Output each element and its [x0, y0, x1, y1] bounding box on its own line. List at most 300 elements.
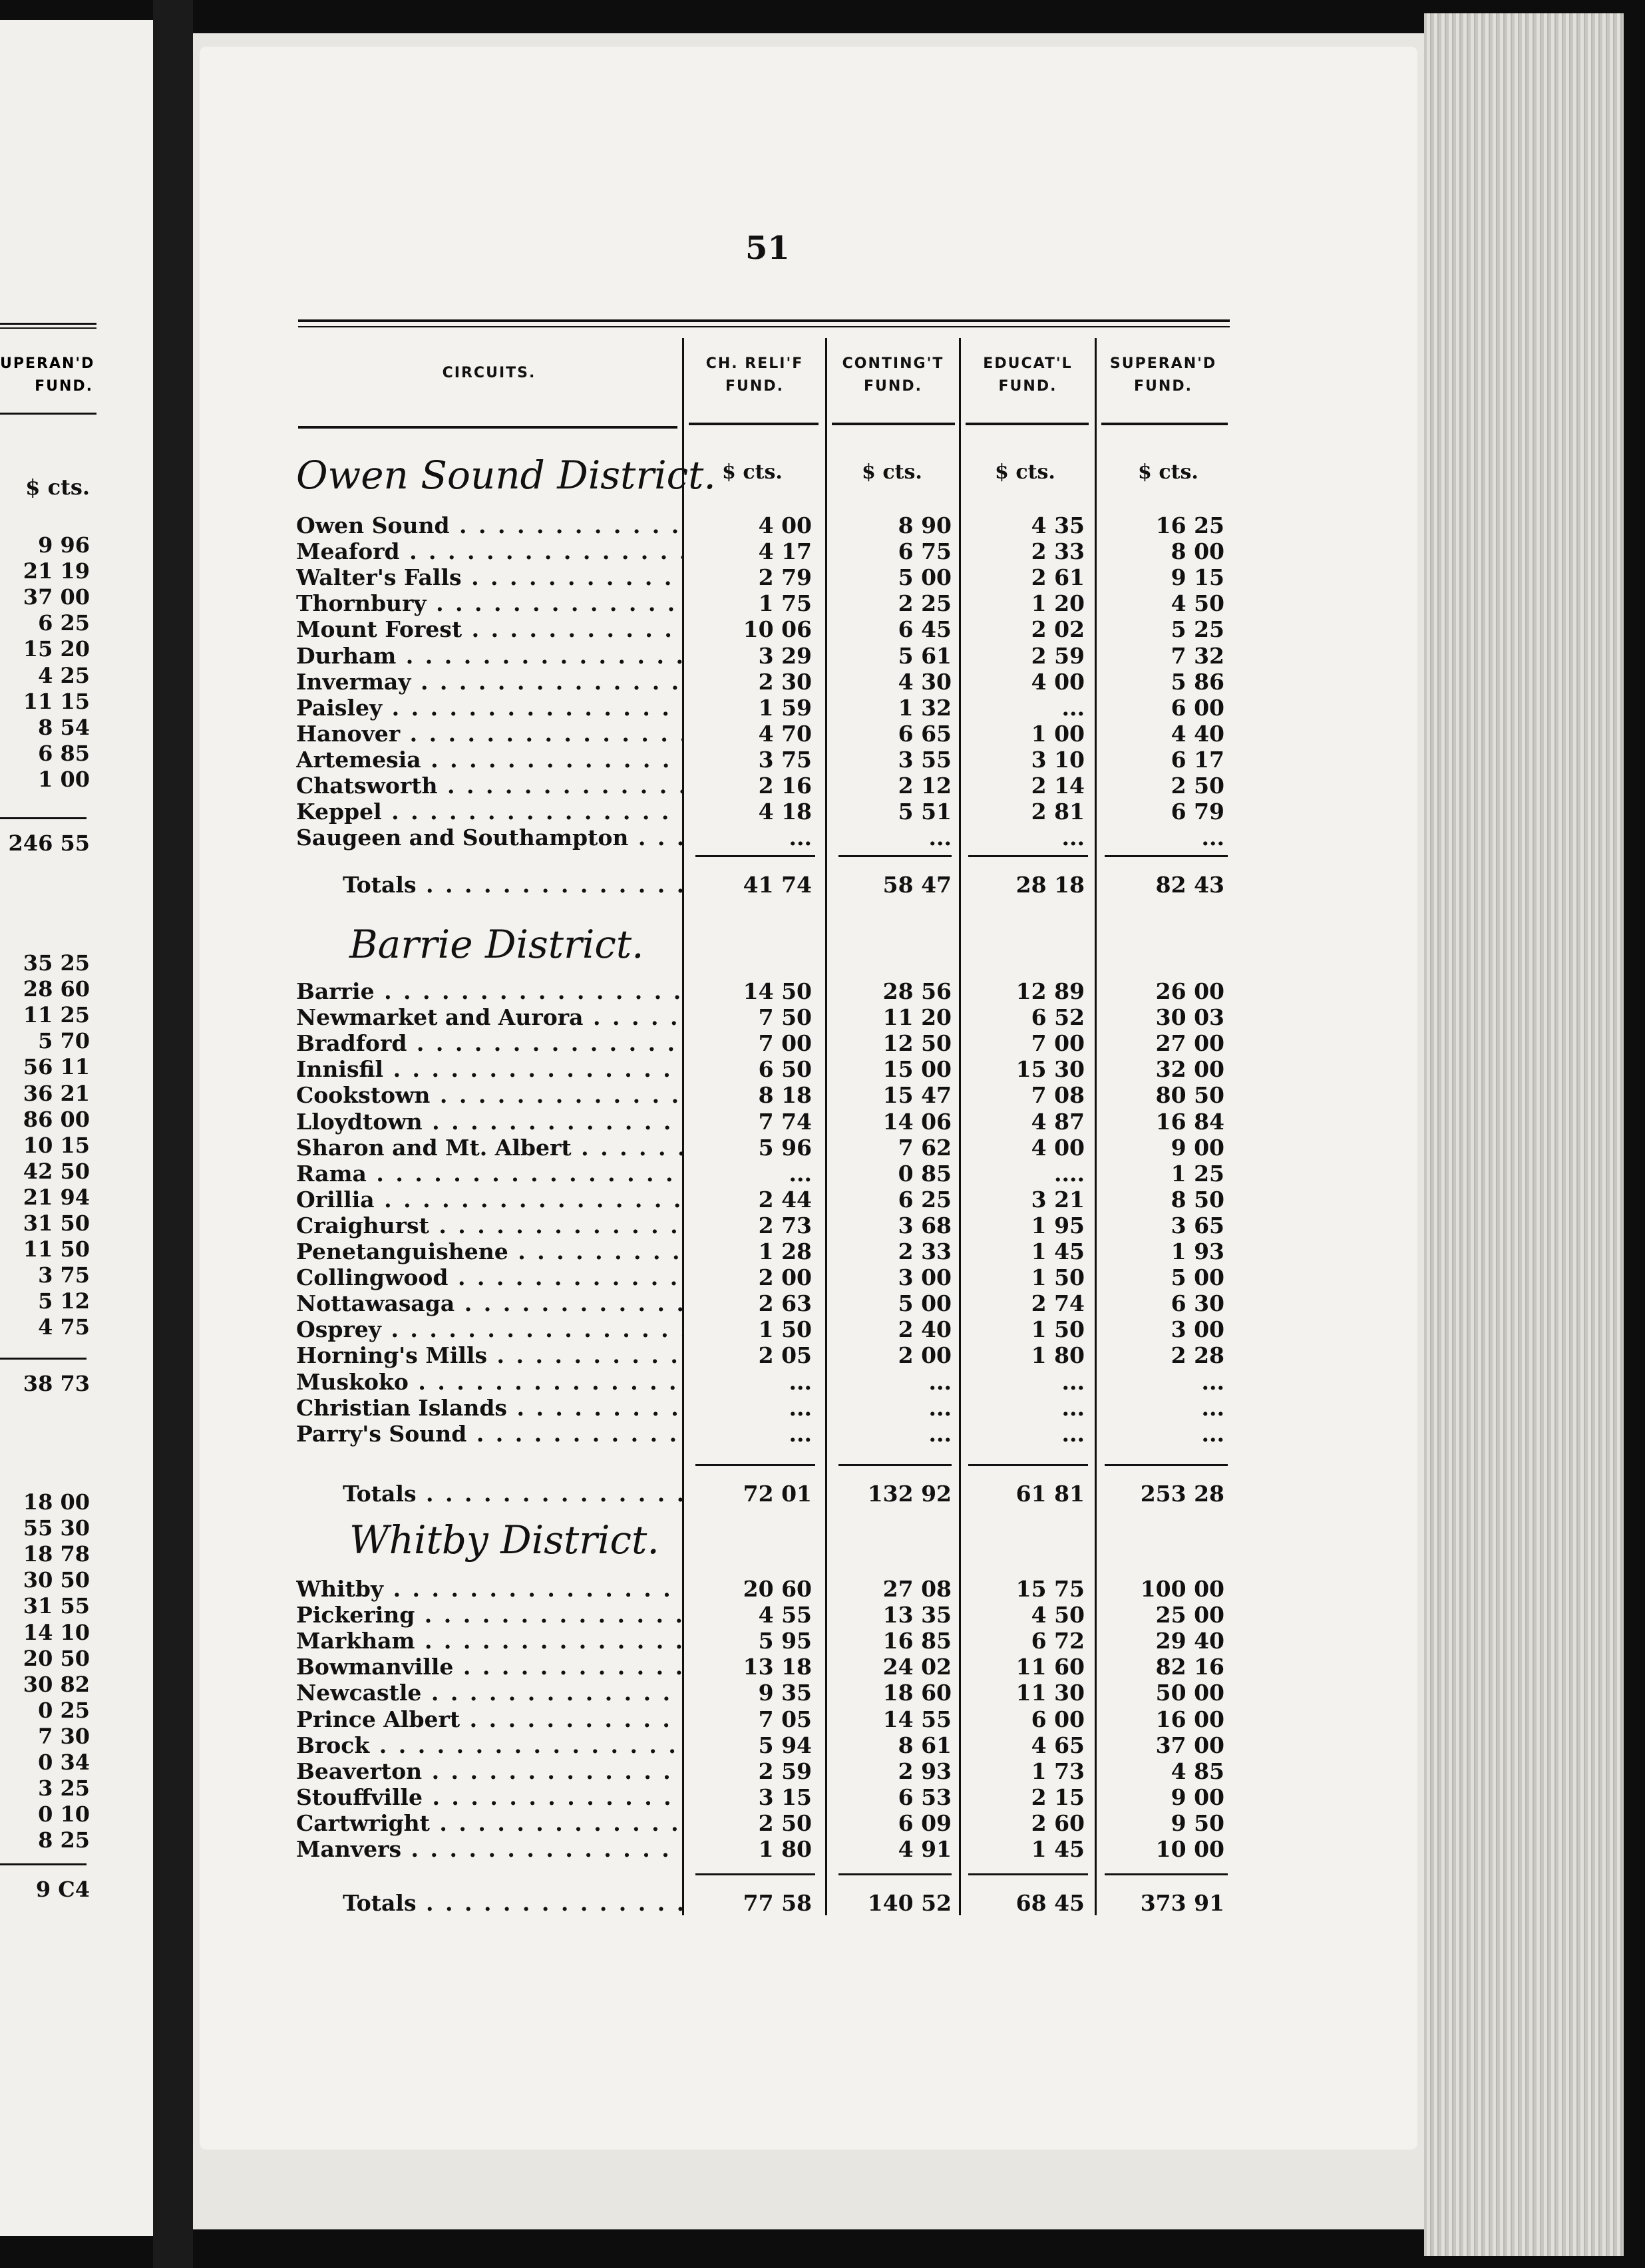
circuit-name: Bowmanville . . . — [296, 1654, 682, 1680]
fund-value-4: 3 00 — [1171, 1316, 1224, 1343]
circuit-name: Newcastle . . . — [296, 1680, 682, 1706]
fund-value-2: 0 85 — [898, 1160, 952, 1187]
fund-value-4: 2 28 — [1171, 1342, 1224, 1369]
fund-value-2: 5 00 — [898, 564, 952, 591]
fund-value-2: 5 61 — [898, 642, 952, 669]
fund-value-1: 1 50 — [758, 1316, 812, 1343]
left-page-value: 3 75 — [38, 1262, 90, 1288]
fund-value-3: 4 50 — [1031, 1602, 1085, 1628]
fund-value-3: 12 89 — [1015, 978, 1085, 1004]
fund-value-4: 4 85 — [1171, 1758, 1224, 1784]
left-page-value: 31 55 — [23, 1593, 90, 1619]
left-block-3-total: 9 C4 — [35, 1877, 90, 1902]
table-row — [296, 1004, 1231, 1030]
fund-value-4: 1 93 — [1171, 1238, 1224, 1264]
left-page-value: 11 50 — [23, 1236, 90, 1262]
fund-value-1: 3 29 — [758, 642, 812, 669]
fund-value-3: 11 60 — [1015, 1654, 1085, 1680]
fund-value-2: 8 61 — [898, 1732, 952, 1758]
fund-value-1: 4 18 — [758, 799, 812, 825]
fund-value-4: ... — [1201, 1368, 1224, 1395]
circuit-name: Cookstown . . . — [296, 1082, 682, 1108]
fund-value-1: 6 50 — [758, 1056, 812, 1083]
circuit-name: Hanover . . . — [296, 721, 682, 747]
fund-value-3: 4 35 — [1031, 512, 1085, 538]
table-row — [296, 1056, 1231, 1082]
table-row — [296, 1758, 1231, 1784]
fund-value-4: 6 79 — [1171, 799, 1224, 825]
left-page-value: 5 70 — [38, 1028, 90, 1054]
header-ch-relief-line2: FUND. — [725, 378, 784, 395]
circuit-name: Osprey . . . — [296, 1316, 682, 1342]
fund-value-2: 6 25 — [898, 1186, 952, 1213]
circuit-name: Saugeen and Southampton . . . — [296, 825, 682, 850]
fund-value-1: 1 59 — [758, 694, 812, 721]
circuit-name: Thornbury . . . — [296, 590, 682, 616]
fund-value-3: ... — [1061, 694, 1085, 721]
left-page-value: 9 96 — [38, 532, 90, 558]
fund-value-2: 6 75 — [898, 538, 952, 565]
left-page-value: 3 25 — [38, 1776, 90, 1801]
totals-rule-barrie-col2 — [838, 1464, 952, 1466]
fund-value-3: 11 30 — [1015, 1680, 1085, 1706]
table-row — [296, 1109, 1231, 1135]
fund-value-3: ... — [1061, 1394, 1085, 1421]
left-top-rule-2 — [0, 327, 96, 329]
fund-value-3: 4 65 — [1031, 1732, 1085, 1758]
fund-value-3: 6 00 — [1031, 1706, 1085, 1732]
fund-value-1: 20 60 — [743, 1576, 812, 1602]
fund-value-2: ... — [928, 1420, 952, 1447]
left-page-value: 6 25 — [38, 610, 90, 636]
circuit-name: Penetanguishene . . . — [296, 1238, 682, 1264]
fund-value-4: 5 86 — [1171, 668, 1224, 695]
circuit-name: Innisfil . . . — [296, 1056, 682, 1082]
fund-value-4: 29 40 — [1155, 1628, 1224, 1654]
left-page-value: 56 11 — [23, 1054, 90, 1080]
totals-row — [296, 1890, 1231, 1916]
fund-value-4: 16 25 — [1155, 512, 1224, 538]
total-value-1: 72 01 — [743, 1481, 812, 1507]
total-value-3: 61 81 — [1015, 1481, 1085, 1507]
left-total-rule-3 — [0, 1863, 87, 1865]
fund-value-1: ... — [789, 1394, 812, 1421]
totals-rule-whitby-col4 — [1105, 1873, 1228, 1875]
header-contingent-line2: FUND. — [864, 378, 922, 395]
circuit-name: Artemesia . . . — [296, 747, 682, 773]
table-row — [296, 1395, 1231, 1421]
fund-value-2: 6 45 — [898, 616, 952, 643]
fund-value-1: 7 50 — [758, 1004, 812, 1031]
fund-value-3: 2 02 — [1031, 616, 1085, 643]
fund-value-1: ... — [789, 1368, 812, 1395]
left-block-2-total: 38 73 — [23, 1371, 90, 1396]
table-row — [296, 695, 1231, 721]
circuit-name: Brock . . . — [296, 1732, 682, 1758]
fund-value-4: 9 00 — [1171, 1134, 1224, 1161]
left-page-value: 8 25 — [38, 1827, 90, 1853]
fund-value-1: 9 35 — [758, 1680, 812, 1706]
circuit-name: Bradford . . . — [296, 1030, 682, 1056]
fund-value-1: 2 59 — [758, 1758, 812, 1784]
left-page-value: 15 20 — [23, 636, 90, 662]
left-page-value: 30 82 — [23, 1671, 90, 1697]
totals-label: Totals . . . — [343, 1890, 682, 1916]
header-rule-circuits — [298, 426, 677, 429]
fund-value-4: 6 00 — [1171, 694, 1224, 721]
fund-value-3: .... — [1054, 1160, 1085, 1187]
fund-value-2: 2 25 — [898, 590, 952, 617]
circuit-name: Collingwood . . . — [296, 1264, 682, 1290]
fund-value-2: 2 00 — [898, 1342, 952, 1369]
fund-value-1: 2 73 — [758, 1212, 812, 1238]
left-page-value: 14 10 — [23, 1619, 90, 1645]
totals-rule-owen-col1 — [695, 855, 815, 857]
fund-value-3: ... — [1061, 825, 1085, 851]
fund-value-4: 8 50 — [1171, 1186, 1224, 1213]
table-row — [296, 590, 1231, 616]
circuit-name: Durham . . . — [296, 643, 682, 669]
header-educational-line1: EDUCAT'L — [983, 355, 1073, 372]
fund-value-1: 8 18 — [758, 1082, 812, 1109]
table-row — [296, 799, 1231, 825]
header-superannuated-line2: FUND. — [1134, 378, 1192, 395]
circuit-name: Newmarket and Aurora . . . — [296, 1004, 682, 1030]
fund-value-3: 3 10 — [1031, 746, 1085, 773]
fund-value-4: 8 00 — [1171, 538, 1224, 565]
circuit-name: Owen Sound . . . — [296, 512, 682, 538]
fund-value-2: 1 32 — [898, 694, 952, 721]
fund-value-1: 7 05 — [758, 1706, 812, 1732]
fund-value-1: 3 15 — [758, 1784, 812, 1810]
circuit-name: Paisley . . . — [296, 695, 682, 721]
fund-value-1: 7 74 — [758, 1108, 812, 1135]
circuit-name: Meaford . . . — [296, 538, 682, 564]
fund-value-1: 4 17 — [758, 538, 812, 565]
fund-value-1: 3 75 — [758, 746, 812, 773]
table-row — [296, 669, 1231, 695]
totals-label: Totals . . . — [343, 872, 682, 898]
fund-value-4: 5 25 — [1171, 616, 1224, 643]
circuit-name: Sharon and Mt. Albert . . . — [296, 1135, 682, 1161]
fund-value-4: 32 00 — [1155, 1056, 1224, 1083]
fund-value-1: ... — [789, 825, 812, 851]
totals-rule-owen-col2 — [838, 855, 952, 857]
fund-value-1: 5 96 — [758, 1134, 812, 1161]
totals-row — [296, 872, 1231, 898]
left-page-value: 5 12 — [38, 1288, 90, 1314]
fund-value-3: 7 00 — [1031, 1030, 1085, 1057]
totals-rule-whitby-col2 — [838, 1873, 952, 1875]
fund-value-1: 2 63 — [758, 1290, 812, 1317]
header-rule-col4 — [1101, 423, 1228, 425]
left-page-value: 4 25 — [38, 662, 90, 688]
fund-value-2: 27 08 — [882, 1576, 952, 1602]
left-header-line2: FUND. — [35, 378, 93, 395]
left-page-value: 18 78 — [23, 1541, 90, 1567]
circuit-name: Chatsworth . . . — [296, 773, 682, 799]
header-rule-col2 — [832, 423, 955, 425]
totals-rule-barrie-col4 — [1105, 1464, 1228, 1466]
fund-value-3: 1 45 — [1031, 1238, 1085, 1264]
left-page-value: 0 34 — [38, 1750, 90, 1775]
total-value-1: 77 58 — [743, 1890, 812, 1916]
left-header-rule — [0, 413, 96, 415]
table-row — [296, 1082, 1231, 1108]
table-row — [296, 538, 1231, 564]
total-value-2: 140 52 — [867, 1890, 952, 1916]
fund-value-2: 6 53 — [898, 1784, 952, 1810]
table-row — [296, 1342, 1231, 1368]
header-contingent-line1: CONTING'T — [842, 355, 944, 372]
fund-value-2: 7 62 — [898, 1134, 952, 1161]
totals-rule-owen-col4 — [1105, 855, 1228, 857]
fund-value-3: 6 52 — [1031, 1004, 1085, 1031]
totals-rule-whitby-col1 — [695, 1873, 815, 1875]
fund-value-2: 6 09 — [898, 1809, 952, 1836]
left-page-value: 1 00 — [38, 766, 90, 792]
fund-value-2: 3 00 — [898, 1264, 952, 1291]
fund-value-1: 5 94 — [758, 1732, 812, 1758]
left-page-value: 36 21 — [23, 1080, 90, 1106]
fund-value-1: 2 00 — [758, 1264, 812, 1291]
table-row — [296, 1369, 1231, 1395]
fund-value-3: 4 87 — [1031, 1108, 1085, 1135]
total-value-2: 58 47 — [882, 872, 952, 898]
circuit-name: Manvers . . . — [296, 1836, 682, 1862]
table-row — [296, 1810, 1231, 1836]
circuit-name: Pickering . . . — [296, 1602, 682, 1628]
totals-rule-owen-col3 — [968, 855, 1088, 857]
table-row — [296, 978, 1231, 1004]
table-row — [296, 643, 1231, 669]
fund-value-1: 1 75 — [758, 590, 812, 617]
fund-value-2: 4 30 — [898, 668, 952, 695]
fund-value-3: 4 00 — [1031, 668, 1085, 695]
fund-value-2: 14 55 — [882, 1706, 952, 1732]
fund-value-3: 1 45 — [1031, 1836, 1085, 1862]
fund-value-4: 82 16 — [1155, 1654, 1224, 1680]
fund-value-4: ... — [1201, 1420, 1224, 1447]
fund-value-2: 11 20 — [882, 1004, 952, 1031]
table-row — [296, 1421, 1231, 1447]
fund-value-4: 26 00 — [1155, 978, 1224, 1004]
unit-col1: $ cts. — [722, 461, 783, 484]
left-page-value: 4 75 — [38, 1314, 90, 1340]
header-ch-relief-line1: CH. RELI'F — [705, 355, 804, 372]
fund-value-4: 30 03 — [1155, 1004, 1224, 1031]
fund-value-4: 9 15 — [1171, 564, 1224, 591]
fund-value-4: 6 30 — [1171, 1290, 1224, 1317]
fund-value-1: 7 00 — [758, 1030, 812, 1057]
fund-value-2: 12 50 — [882, 1030, 952, 1057]
table-row — [296, 564, 1231, 590]
circuit-name: Cartwright . . . — [296, 1810, 682, 1836]
page-number: 51 — [745, 230, 790, 267]
fund-value-3: 1 50 — [1031, 1264, 1085, 1291]
circuit-name: Keppel . . . — [296, 799, 682, 825]
left-page-value: 10 15 — [23, 1132, 90, 1158]
fund-value-3: ... — [1061, 1368, 1085, 1395]
fund-value-1: 4 70 — [758, 720, 812, 747]
fund-value-4: 5 00 — [1171, 1264, 1224, 1291]
totals-rule-barrie-col1 — [695, 1464, 815, 1466]
fund-value-2: 13 35 — [882, 1602, 952, 1628]
district-heading-whitby: Whitby District. — [349, 1517, 659, 1563]
table-row — [296, 512, 1231, 538]
fund-value-4: 37 00 — [1155, 1732, 1224, 1758]
fund-value-3: 7 08 — [1031, 1082, 1085, 1109]
fund-value-3: 15 30 — [1015, 1056, 1085, 1083]
fund-value-3: 6 72 — [1031, 1628, 1085, 1654]
fund-value-1: 2 50 — [758, 1809, 812, 1836]
circuit-name: Walter's Falls . . . — [296, 564, 682, 590]
table-row — [296, 1213, 1231, 1238]
left-page-value: 0 10 — [38, 1801, 90, 1827]
fund-value-1: 2 30 — [758, 668, 812, 695]
fund-value-1: 5 95 — [758, 1628, 812, 1654]
left-page-value: 6 85 — [38, 740, 90, 766]
circuit-name: Orillia . . . — [296, 1187, 682, 1213]
table-row — [296, 1602, 1231, 1628]
fund-value-4: 4 50 — [1171, 590, 1224, 617]
left-page-value: 20 50 — [23, 1645, 90, 1671]
fund-value-3: ... — [1061, 1420, 1085, 1447]
fund-value-4: 9 50 — [1171, 1809, 1224, 1836]
circuit-name: Beaverton . . . — [296, 1758, 682, 1784]
fund-value-2: 4 91 — [898, 1836, 952, 1862]
circuit-name: Muskoko . . . — [296, 1369, 682, 1395]
left-page-value: 21 19 — [23, 558, 90, 584]
left-page-value: 11 25 — [23, 1002, 90, 1028]
table-row — [296, 721, 1231, 747]
totals-rule-whitby-col3 — [968, 1873, 1088, 1875]
left-header-line1: UPERAN'D — [0, 355, 95, 372]
fund-value-4: 16 84 — [1155, 1108, 1224, 1135]
book-gutter — [153, 0, 193, 2268]
fund-value-1: 1 28 — [758, 1238, 812, 1264]
fund-value-3: 1 50 — [1031, 1316, 1085, 1343]
fund-value-3: 2 14 — [1031, 773, 1085, 799]
fund-value-1: 13 18 — [743, 1654, 812, 1680]
left-page-value: 30 50 — [23, 1567, 90, 1593]
table-row — [296, 1187, 1231, 1213]
fund-value-4: ... — [1201, 1394, 1224, 1421]
total-value-1: 41 74 — [743, 872, 812, 898]
circuit-name: Nottawasaga . . . — [296, 1290, 682, 1316]
table-row — [296, 1680, 1231, 1706]
circuit-name: Rama . . . — [296, 1161, 682, 1187]
fund-value-1: 2 16 — [758, 773, 812, 799]
fund-value-3: 2 33 — [1031, 538, 1085, 565]
fund-value-3: 2 81 — [1031, 799, 1085, 825]
table-row — [296, 1264, 1231, 1290]
table-top-rule — [298, 319, 1230, 322]
circuit-name: Mount Forest . . . — [296, 616, 682, 642]
fund-value-2: 2 33 — [898, 1238, 952, 1264]
fund-value-2: 2 93 — [898, 1758, 952, 1784]
fund-value-2: 16 85 — [882, 1628, 952, 1654]
circuit-name: Parry's Sound . . . — [296, 1421, 682, 1447]
left-total-rule-1 — [0, 817, 87, 819]
left-page-value: 37 00 — [23, 584, 90, 610]
fund-value-1: 4 00 — [758, 512, 812, 538]
fund-value-4: 3 65 — [1171, 1212, 1224, 1238]
fund-value-3: 1 00 — [1031, 720, 1085, 747]
fund-value-3: 2 15 — [1031, 1784, 1085, 1810]
page-edges — [1424, 13, 1624, 2256]
fund-value-1: 4 55 — [758, 1602, 812, 1628]
fund-value-4: 100 00 — [1140, 1576, 1224, 1602]
total-value-2: 132 92 — [867, 1481, 952, 1507]
circuit-name: Stouffville . . . — [296, 1784, 682, 1810]
district-heading-owen-sound: Owen Sound District. — [296, 453, 716, 498]
fund-value-2: ... — [928, 825, 952, 851]
table-row — [296, 1316, 1231, 1342]
fund-value-4: 9 00 — [1171, 1784, 1224, 1810]
table-row — [296, 1628, 1231, 1654]
fund-value-2: 15 47 — [882, 1082, 952, 1109]
table-row — [296, 1654, 1231, 1680]
fund-value-2: ... — [928, 1368, 952, 1395]
fund-value-3: 2 60 — [1031, 1809, 1085, 1836]
left-page-value: 35 25 — [23, 950, 90, 976]
table-row — [296, 1836, 1231, 1862]
district-heading-barrie: Barrie District. — [349, 922, 644, 967]
circuit-name: Invermay . . . — [296, 669, 682, 695]
fund-value-3: 2 59 — [1031, 642, 1085, 669]
table-row — [296, 1732, 1231, 1758]
fund-value-3: 3 21 — [1031, 1186, 1085, 1213]
unit-col4: $ cts. — [1138, 461, 1198, 484]
unit-col3: $ cts. — [995, 461, 1055, 484]
fund-value-4: 16 00 — [1155, 1706, 1224, 1732]
table-row — [296, 1576, 1231, 1602]
totals-row — [296, 1481, 1231, 1507]
left-page-fragment — [0, 20, 153, 2236]
fund-value-4: 50 00 — [1155, 1680, 1224, 1706]
fund-value-2: 15 00 — [882, 1056, 952, 1083]
left-page-value: 28 60 — [23, 976, 90, 1002]
funds-table — [296, 319, 1231, 1917]
fund-value-2: 28 56 — [882, 978, 952, 1004]
left-page-value: 42 50 — [23, 1158, 90, 1184]
table-row — [296, 1784, 1231, 1810]
fund-value-1: 14 50 — [743, 978, 812, 1004]
circuit-name: Lloydtown . . . — [296, 1109, 682, 1135]
left-page-value: 18 00 — [23, 1489, 90, 1515]
table-row — [296, 773, 1231, 799]
fund-value-2: 5 51 — [898, 799, 952, 825]
fund-value-3: 1 80 — [1031, 1342, 1085, 1369]
fund-value-1: 2 44 — [758, 1186, 812, 1213]
total-value-3: 28 18 — [1015, 872, 1085, 898]
fund-value-4: ... — [1201, 825, 1224, 851]
fund-value-2: ... — [928, 1394, 952, 1421]
left-page-value: 55 30 — [23, 1515, 90, 1541]
total-value-4: 82 43 — [1155, 872, 1224, 898]
fund-value-2: 6 65 — [898, 720, 952, 747]
circuit-name: Barrie . . . — [296, 978, 682, 1004]
table-row — [296, 1706, 1231, 1732]
left-total-rule-2 — [0, 1358, 87, 1360]
fund-value-4: 6 17 — [1171, 746, 1224, 773]
circuit-name: Markham . . . — [296, 1628, 682, 1654]
total-value-3: 68 45 — [1015, 1890, 1085, 1916]
left-page-value: 86 00 — [23, 1106, 90, 1132]
fund-value-1: 10 06 — [743, 616, 812, 643]
header-circuits: CIRCUITS. — [442, 365, 536, 381]
